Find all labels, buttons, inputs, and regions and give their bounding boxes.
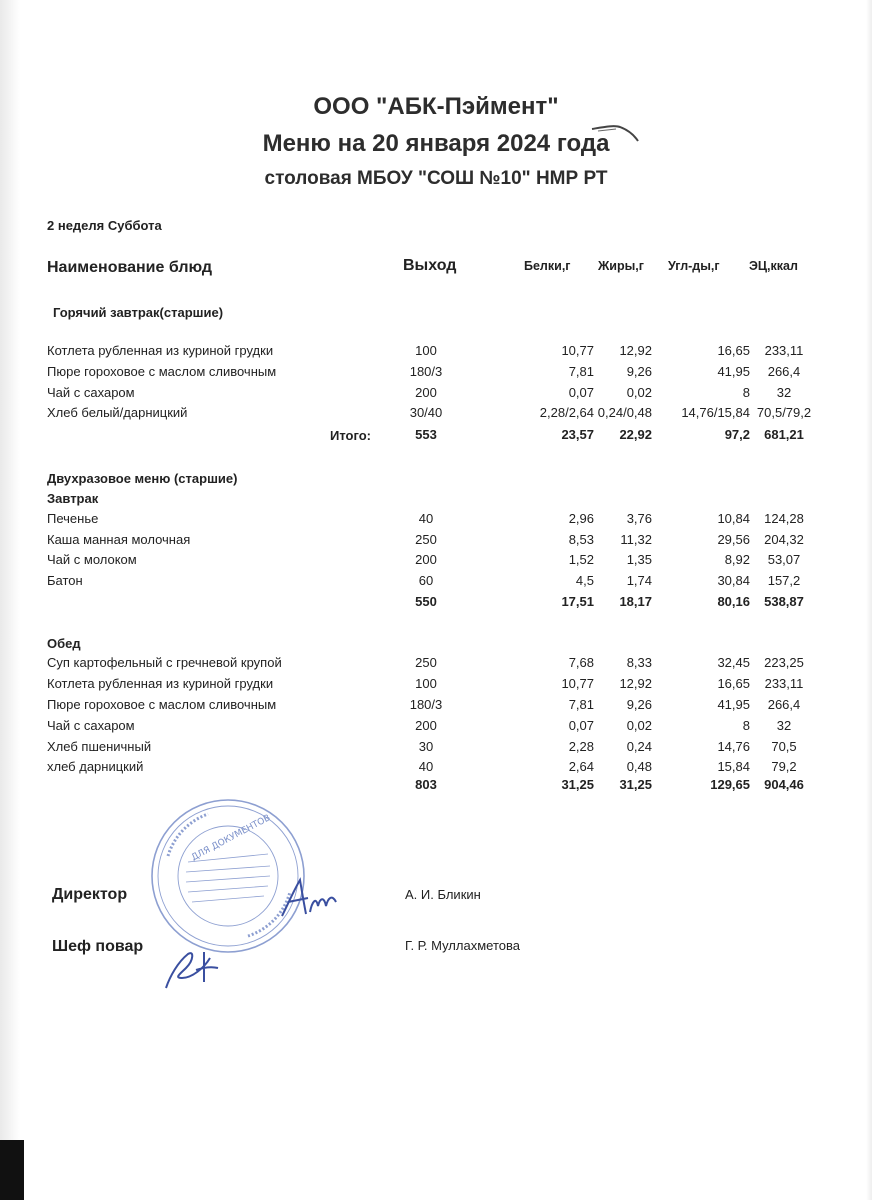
dish-carbs: 15,84	[717, 759, 750, 774]
dish-protein: 7,81	[568, 697, 594, 712]
dish-carbs: 10,84	[717, 511, 750, 526]
dish-protein: 8,53	[568, 532, 594, 547]
total-energy: 904,46	[764, 777, 804, 792]
chef-name: Г. Р. Муллахметова	[405, 938, 520, 953]
table-row	[0, 532, 872, 552]
total-row	[0, 427, 872, 447]
dish-output: 30/40	[409, 405, 443, 420]
dish-carbs: 8,92	[724, 552, 750, 567]
table-row	[0, 405, 872, 425]
dish-fat: 3,76	[626, 511, 652, 526]
section-title-two-meal: Двухразовое меню (старшие)	[47, 471, 238, 486]
total-fat: 18,17	[619, 594, 652, 609]
total-row	[0, 594, 872, 614]
dish-output: 60	[418, 573, 434, 588]
dish-energy: 266,4	[767, 697, 801, 712]
pen-stroke-mark	[590, 121, 640, 145]
dish-protein: 0,07	[568, 385, 594, 400]
dish-fat: 11,32	[620, 532, 652, 547]
table-row	[0, 364, 872, 384]
dish-name: Котлета рубленная из куриной грудки	[47, 343, 274, 358]
total-protein: 17,51	[561, 594, 594, 609]
dish-energy: 79,2	[771, 759, 797, 774]
column-header-name: Наименование блюд	[47, 259, 213, 276]
column-header-protein: Белки,г	[524, 259, 571, 273]
dish-carbs: 16,65	[717, 343, 750, 358]
dish-protein: 2,64	[568, 759, 594, 774]
column-header-fat: Жиры,г	[598, 259, 644, 273]
table-row	[0, 511, 872, 531]
scan-corner	[0, 1140, 24, 1200]
total-label: Итого:	[330, 428, 371, 443]
total-carbs: 97,2	[724, 427, 750, 442]
dish-name: Хлеб белый/дарницкий	[47, 405, 188, 420]
dish-output: 200	[415, 718, 437, 733]
total-output: 803	[415, 777, 437, 792]
dish-carbs: 8	[742, 385, 750, 400]
dish-energy: 223,25	[764, 655, 804, 670]
company-title: ООО "АБК-Пэймент"	[313, 93, 559, 120]
dish-output: 200	[415, 552, 437, 567]
dish-name: Чай с сахаром	[47, 385, 135, 400]
column-header-energy: ЭЦ,ккал	[749, 259, 798, 273]
dish-name: Каша манная молочная	[47, 532, 191, 547]
dish-name: Чай с сахаром	[47, 718, 135, 733]
dish-fat: 0,02	[626, 718, 652, 733]
total-output: 553	[415, 427, 437, 442]
dish-output: 40	[418, 759, 434, 774]
dish-energy: 204,32	[764, 532, 804, 547]
total-energy: 681,21	[764, 427, 804, 442]
table-row	[0, 697, 872, 717]
dish-fat: 9,26	[626, 364, 652, 379]
dish-energy: 70,5/79,2	[756, 405, 812, 420]
subsection-title-lunch: Обед	[47, 636, 81, 651]
director-name: А. И. Бликин	[405, 887, 481, 902]
svg-text:ДЛЯ ДОКУМЕНТОВ: ДЛЯ ДОКУМЕНТОВ	[189, 813, 273, 864]
total-output: 550	[415, 594, 437, 609]
dish-protein: 2,96	[568, 511, 594, 526]
dish-fat: 0,48	[626, 759, 652, 774]
section-title-hot-breakfast: Горячий завтрак(старшие)	[53, 305, 224, 320]
dish-energy: 32	[776, 718, 792, 733]
dish-carbs: 14,76/15,84	[681, 405, 750, 420]
dish-output: 250	[415, 532, 437, 547]
dish-name: Суп картофельный с гречневой крупой	[47, 655, 282, 670]
dish-energy: 70,5	[771, 739, 797, 754]
menu-title: Меню на 20 января 2024 года	[262, 130, 610, 157]
dish-protein: 2,28/2,64	[539, 405, 594, 420]
dish-name: Батон	[47, 573, 83, 588]
dish-output: 100	[415, 676, 437, 691]
dish-name: Чай с молоком	[47, 552, 137, 567]
dish-protein: 2,28	[568, 739, 594, 754]
table-row	[0, 573, 872, 593]
dish-name: хлеб дарницкий	[47, 759, 144, 774]
dish-output: 30	[418, 739, 434, 754]
table-row	[0, 343, 872, 363]
dish-energy: 32	[776, 385, 792, 400]
table-row	[0, 655, 872, 675]
dish-protein: 7,81	[568, 364, 594, 379]
dish-fat: 0,24/0,48	[597, 405, 652, 420]
director-signature	[278, 872, 342, 924]
dish-fat: 9,26	[626, 697, 652, 712]
dish-energy: 266,4	[767, 364, 801, 379]
chef-label: Шеф повар	[52, 938, 144, 955]
week-day-label: 2 неделя Суббота	[47, 218, 162, 233]
table-row	[0, 676, 872, 696]
dish-output: 180/3	[409, 364, 443, 379]
dish-output: 100	[415, 343, 437, 358]
dish-protein: 10,77	[561, 676, 594, 691]
dish-protein: 7,68	[568, 655, 594, 670]
dish-energy: 157,2	[767, 573, 801, 588]
dish-name: Печенье	[47, 511, 99, 526]
table-row	[0, 385, 872, 405]
director-label: Директор	[52, 886, 128, 903]
dish-protein: 4,5	[575, 573, 594, 588]
total-protein: 31,25	[561, 777, 594, 792]
dish-carbs: 30,84	[717, 573, 750, 588]
dish-energy: 233,11	[764, 676, 804, 691]
chef-signature	[160, 938, 232, 994]
table-row	[0, 759, 872, 779]
total-protein: 23,57	[561, 427, 594, 442]
dish-name: Котлета рубленная из куриной грудки	[47, 676, 274, 691]
table-row	[0, 718, 872, 738]
dish-name: Хлеб пшеничный	[47, 739, 152, 754]
school-subtitle: столовая МБОУ "СОШ №10" НМР РТ	[264, 168, 608, 189]
total-row	[0, 777, 872, 797]
dish-fat: 1,74	[626, 573, 652, 588]
dish-protein: 0,07	[568, 718, 594, 733]
dish-fat: 8,33	[626, 655, 652, 670]
total-fat: 22,92	[619, 427, 652, 442]
dish-fat: 12,92	[619, 343, 652, 358]
dish-name: Пюре гороховое с маслом сливочным	[47, 364, 277, 379]
column-header-output: Выход	[403, 257, 457, 274]
dish-output: 40	[418, 511, 434, 526]
dish-output: 180/3	[409, 697, 443, 712]
dish-carbs: 14,76	[717, 739, 750, 754]
dish-fat: 0,02	[626, 385, 652, 400]
dish-protein: 10,77	[561, 343, 594, 358]
dish-carbs: 41,95	[717, 697, 750, 712]
subsection-title-breakfast: Завтрак	[47, 491, 99, 506]
total-fat: 31,25	[619, 777, 652, 792]
dish-energy: 233,11	[764, 343, 804, 358]
table-row	[0, 552, 872, 572]
dish-name: Пюре гороховое с маслом сливочным	[47, 697, 277, 712]
table-row	[0, 739, 872, 759]
total-energy: 538,87	[764, 594, 804, 609]
dish-fat: 1,35	[626, 552, 652, 567]
total-carbs: 129,65	[710, 777, 750, 792]
dish-energy: 53,07	[767, 552, 801, 567]
dish-output: 250	[415, 655, 437, 670]
dish-fat: 0,24	[626, 739, 652, 754]
dish-carbs: 8	[742, 718, 750, 733]
dish-energy: 124,28	[764, 511, 804, 526]
dish-carbs: 16,65	[717, 676, 750, 691]
dish-carbs: 29,56	[717, 532, 750, 547]
total-carbs: 80,16	[717, 594, 750, 609]
dish-carbs: 41,95	[717, 364, 750, 379]
dish-fat: 12,92	[619, 676, 652, 691]
dish-protein: 1,52	[568, 552, 594, 567]
dish-carbs: 32,45	[717, 655, 750, 670]
column-header-carbs: Угл-ды,г	[668, 259, 720, 273]
dish-output: 200	[415, 385, 437, 400]
